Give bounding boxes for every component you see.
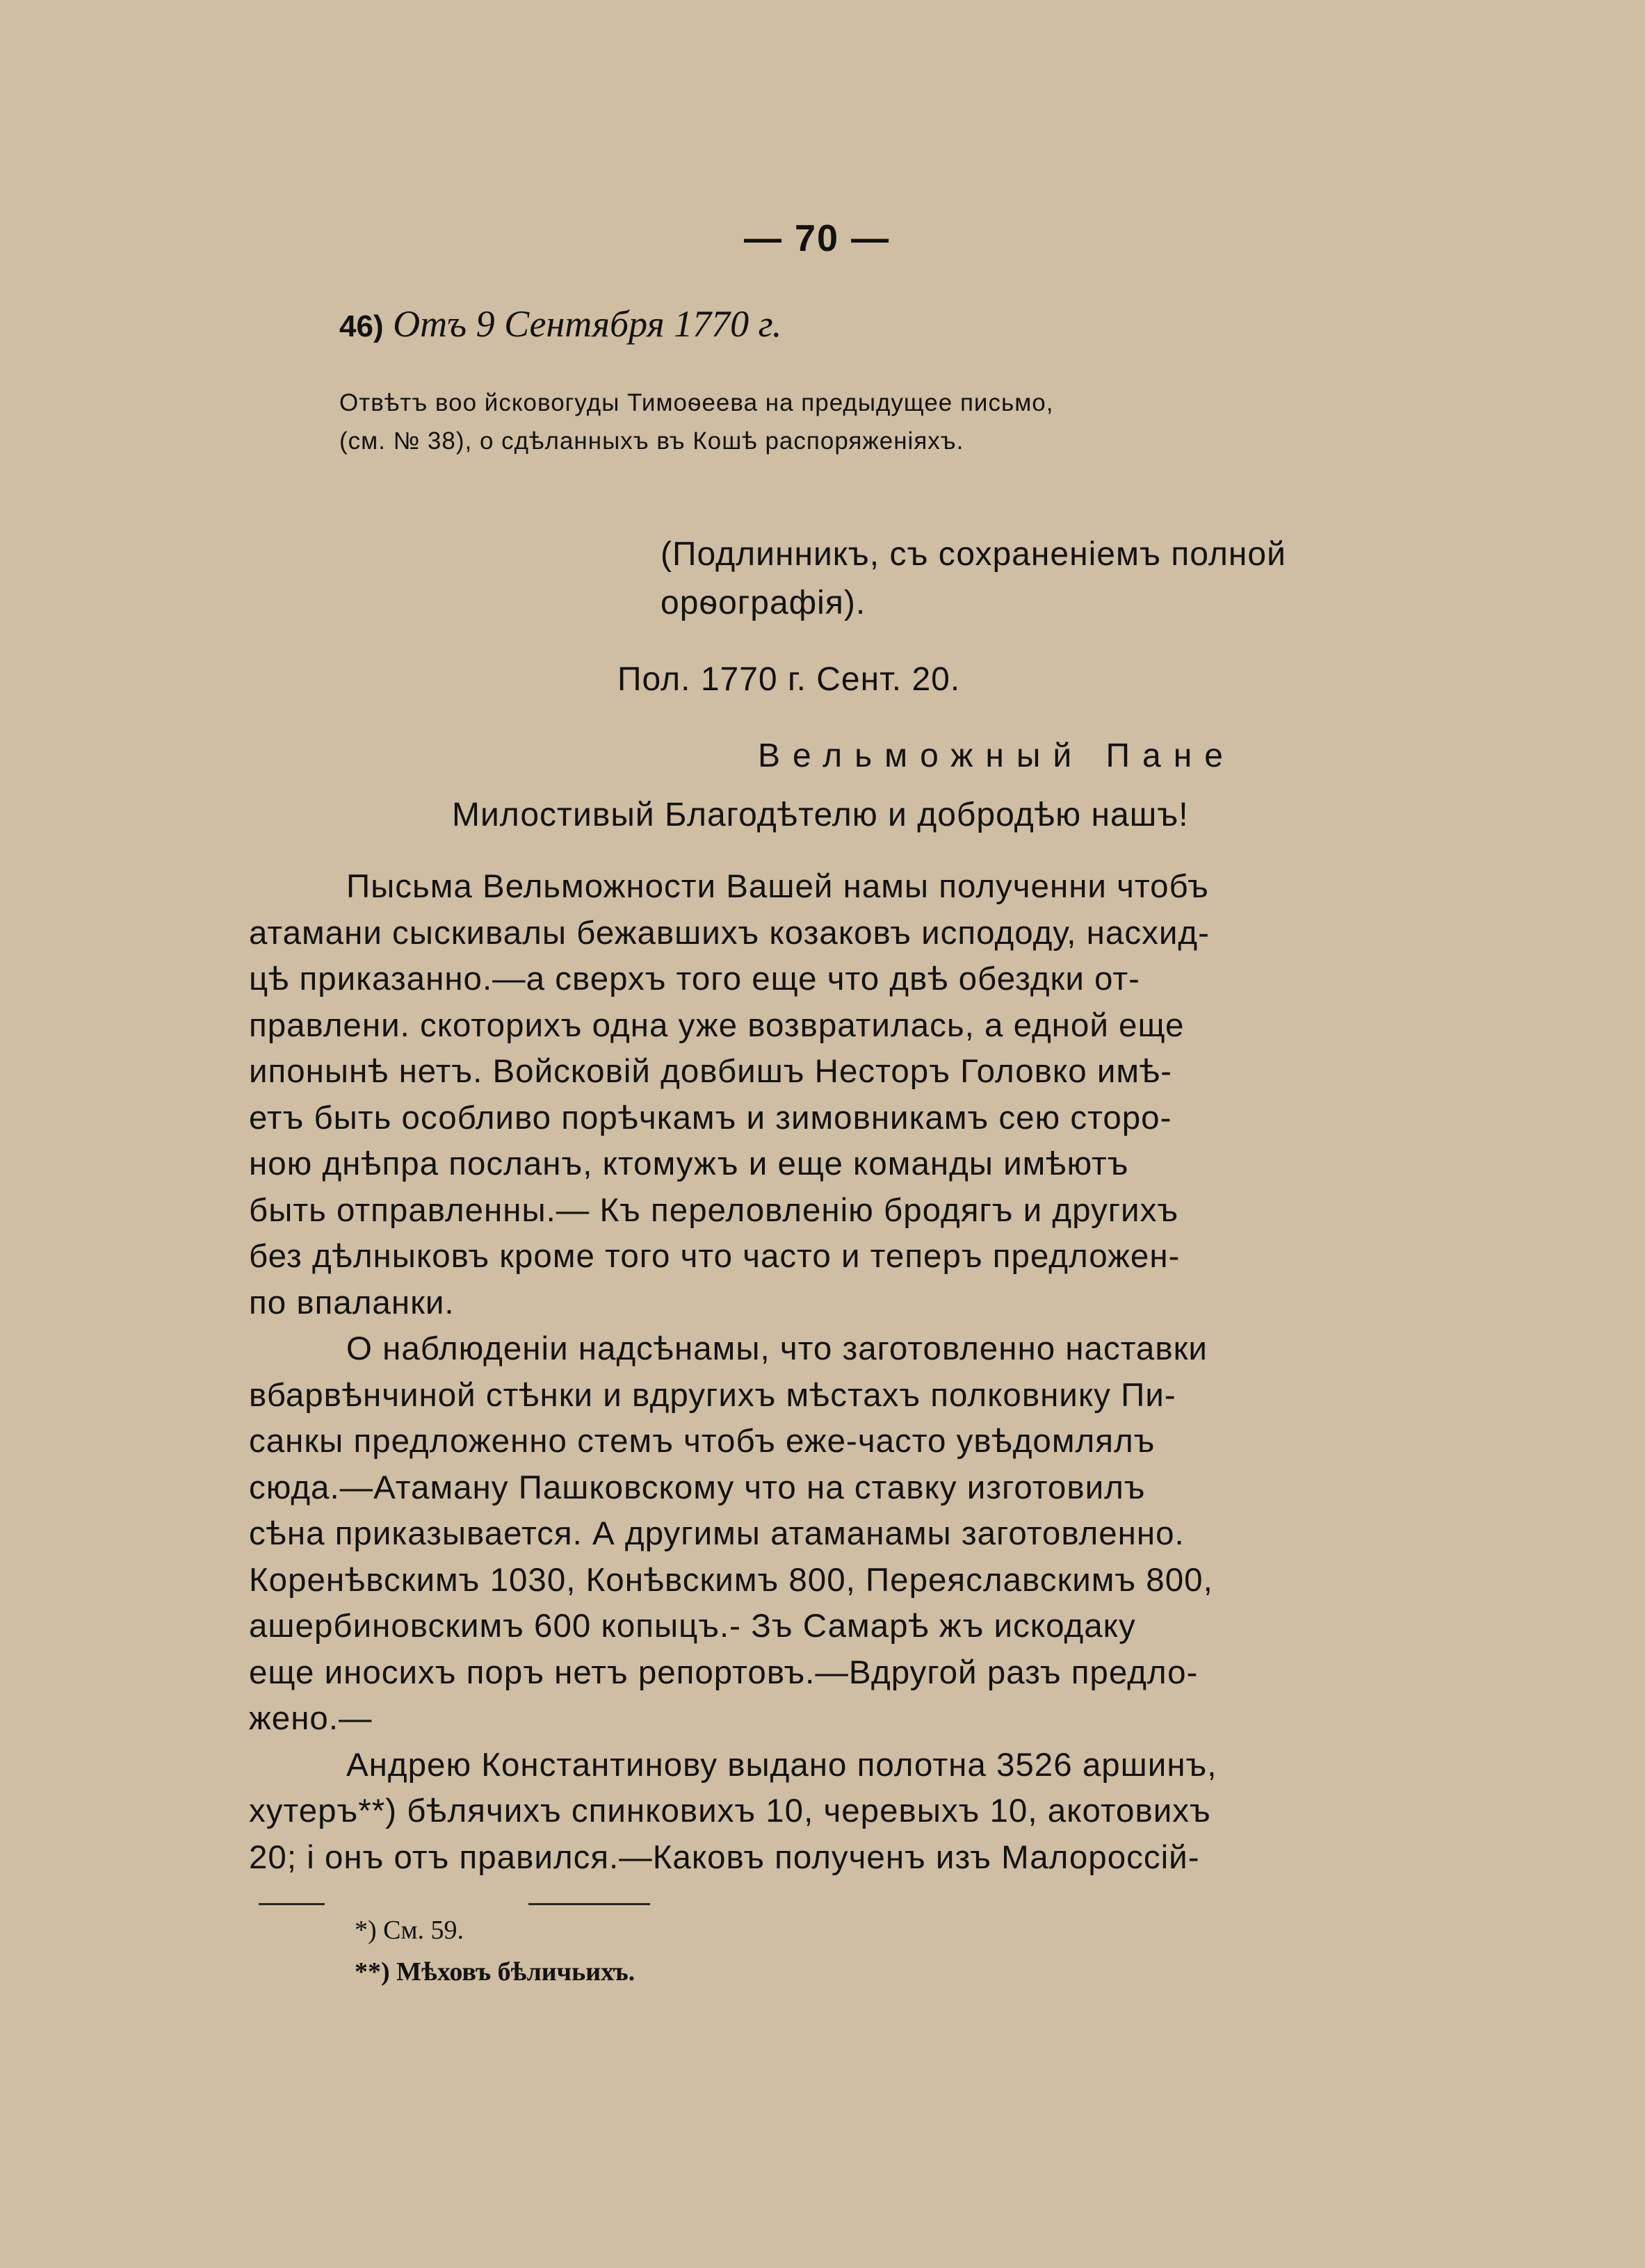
body-line: по впаланки.	[249, 1284, 455, 1321]
body-line: етъ быть особливо порѣчкамъ и зимовникамъ сею сторо-	[249, 1099, 1172, 1136]
body-line: О наблюденіи надсѣнамы, что заготовленно наставки	[346, 1330, 1208, 1367]
summary-line: Отвѣтъ воо йсковогуды Тимоѳеева на предыдущее письмо,	[339, 389, 1054, 416]
salutation-title: Вельможный Пане	[758, 737, 1235, 774]
document-number: 46)	[339, 309, 384, 343]
body-line: вбарвѣнчиной стѣнки и вдругихъ мѣстахъ полковнику Пи-	[249, 1376, 1176, 1414]
body-line: Андрею Константинову выдано полотна 3526 аршинъ,	[346, 1746, 1217, 1784]
body-line: 20; і онъ отъ правился.—Каковъ полученъ изъ Малороссій-	[249, 1838, 1200, 1876]
body-line: хутеръ**) бѣлячихъ спинковихъ 10, черевыхъ 10, акотовихъ	[249, 1793, 1211, 1829]
body-line: сюда.—Атаману Пашковскому что на ставку изготовилъ	[249, 1469, 1146, 1506]
document-date: Отъ 9 Сентября 1770 г.	[393, 303, 782, 345]
editorial-note-line: орѳографія).	[661, 585, 866, 621]
body-line: Коренѣвскимъ 1030, Конѣвскимъ 800, Переяславскимъ 800,	[249, 1561, 1213, 1599]
summary-line: (см. № 38), о сдѣланныхъ въ Кошѣ распоряженіяхъ.	[339, 427, 964, 455]
body-line: еще иносихъ поръ нетъ репортовъ.—Вдругой разъ предло-	[249, 1654, 1199, 1691]
body-line: ною днѣпра посланъ, ктомужъ и еще команды имѣютъ	[249, 1145, 1129, 1182]
footnote-rule	[528, 1903, 650, 1905]
salutation-address: Милостивый Благодѣтелю и добродѣю нашъ!	[452, 797, 1189, 833]
received-date: Пол. 1770 г. Сент. 20.	[617, 661, 961, 698]
body-line: цѣ приказанно.—а сверхъ того еще что двѣ обездки от-	[249, 961, 1140, 997]
editorial-note-line: (Подлинникъ, съ сохраненіемъ полной	[661, 536, 1286, 573]
document-heading	[339, 302, 781, 345]
body-line: Пысьма Вельможности Вашей намы полученни чтобъ	[346, 868, 1209, 905]
footnote-rule	[259, 1903, 325, 1905]
body-line: атамани сыскивалы бежавшихъ козаковъ испододу, насхид-	[249, 914, 1210, 952]
body-line: ипонынѣ нетъ. Войсковій довбишъ Несторъ Головко имѣ-	[249, 1053, 1172, 1090]
footnote: **) Мѣховъ бѣличьихъ.	[355, 1957, 635, 1986]
body-line: без дѣлныковъ кроме того что часто и теперъ предложен-	[249, 1238, 1181, 1275]
page-number: — 70 —	[744, 218, 891, 259]
body-line: правлени. скоторихъ одна уже возвратилась, а едной еще	[249, 1006, 1185, 1044]
body-line: сѣна приказывается. А другимы атаманамы заготовленно.	[249, 1515, 1185, 1552]
footnote: *) См. 59.	[355, 1916, 464, 1945]
body-line: жено.—	[249, 1700, 373, 1737]
body-line: ашербиновскимъ 600 копыцъ.- Зъ Самарѣ жъ искодаку	[249, 1608, 1136, 1645]
body-line: санкы предложенно стемъ чтобъ еже-часто увѣдомлялъ	[249, 1423, 1156, 1460]
body-line: быть отправленны.— Къ переловленію бродягъ и другихъ	[249, 1191, 1179, 1229]
